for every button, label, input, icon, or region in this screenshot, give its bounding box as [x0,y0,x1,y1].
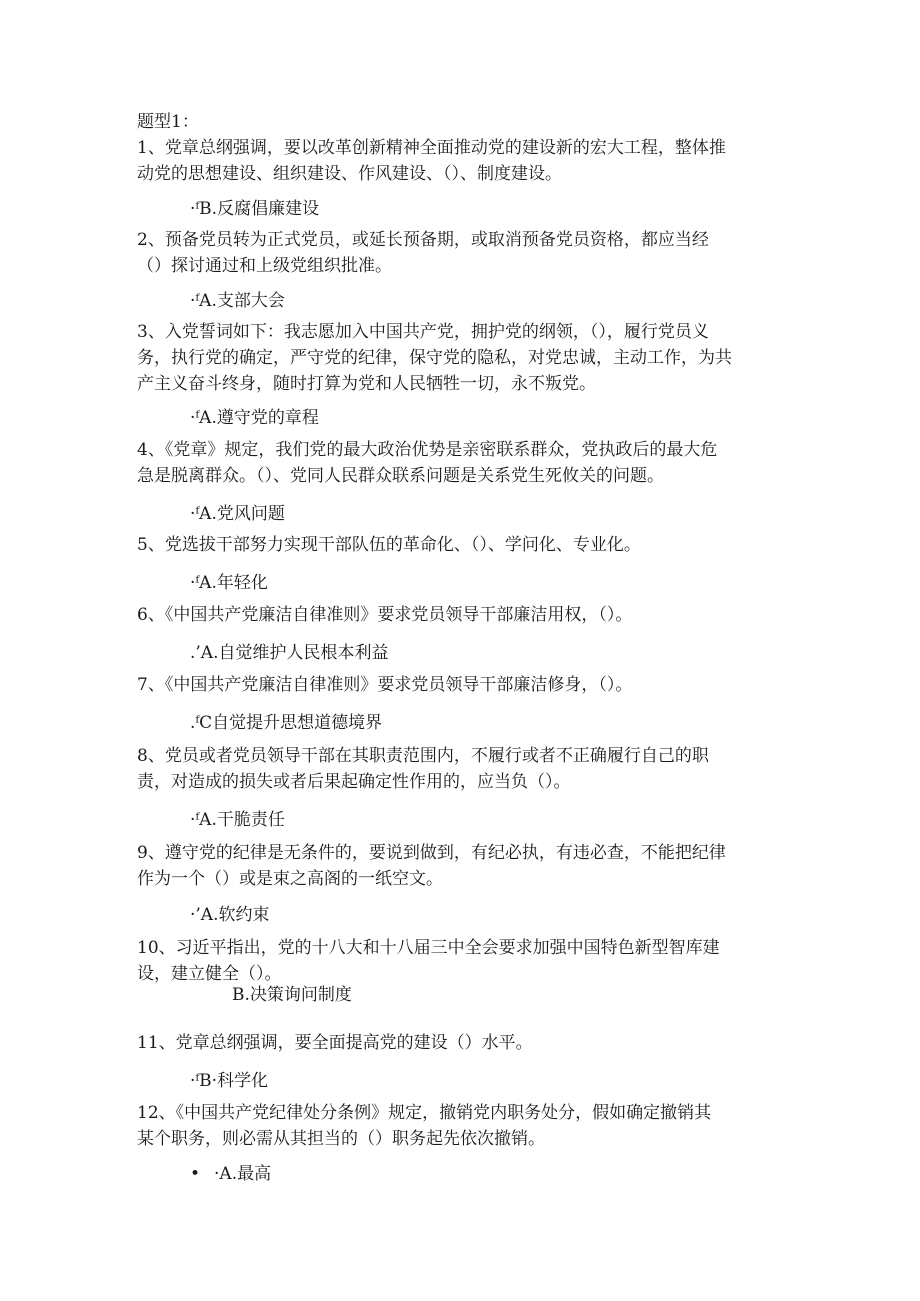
question-text: 10、习近平指出，党的十八大和十八届三中全会要求加强中国特色新型智库建 [137,938,720,958]
answer-8: ·ᶠA.干脆责任 [190,810,285,830]
question-text: 动党的思想建设、组织建设、作风建设、（）、制度建设。 [137,164,562,184]
question-text: 设，建立健全（）。 [137,964,282,984]
question-text: 6、《中国共产党廉洁自律准则》要求党员领导干部廉洁用权，（）。 [137,605,633,625]
question-7 [137,672,792,698]
question-9 [137,840,792,892]
question-5 [137,532,792,558]
question-text: 3、入党誓词如下：我志愿加入中国共产党，拥护党的纲领，（），履行党员义 [137,322,709,342]
question-text: 11、党章总纲强调，要全面提高党的建设（）水平。 [137,1033,533,1053]
question-text: 务，执行党的确定，严守党的纪律，保守党的隐私，对党忠诚，主动工作，为共 [137,348,732,368]
question-text: 责，对造成的损失或者后果起确定性作用的，应当负（）。 [137,772,571,792]
question-text: （）探讨通过和上级党组织批准。 [137,256,392,276]
answer-10: B.决策询问制度 [232,985,352,1005]
question-text: 5、党选拔干部努力实现干部队伍的革命化、（）、学问化、专业化。 [137,535,641,555]
answer-4: ·ᶠA.党风问题 [190,504,285,524]
question-text: 急是脱离群众。（）、党同人民群众联系问题是关系党生死攸关的问题。 [137,466,664,486]
bullet-icon: • [190,1164,201,1184]
question-text: 产主义奋斗终身，随时打算为党和人民牺牲一切，永不叛党。 [137,374,596,394]
answer-9: ·’A.软约束 [190,905,270,925]
question-text: 1、党章总纲强调，要以改革创新精神全面推动党的建设新的宏大工程，整体推 [137,138,726,158]
answer-12 [190,1162,271,1186]
question-2 [137,227,792,279]
question-1 [137,135,792,187]
question-8 [137,743,792,795]
question-4 [137,437,792,489]
answer-1: ·ᶠB.反腐倡廉建设 [190,199,320,219]
answer-7: .ᶠC自觉提升思想道德境界 [190,713,383,733]
question-3 [137,319,792,397]
answer-11: ·ᶠB·科学化 [190,1071,269,1091]
answer-5: ·ᶠA.年轻化 [190,573,268,593]
answer-6: .’A.自觉维护人民根本利益 [190,643,389,663]
question-10 [137,935,792,987]
question-11 [137,1030,792,1056]
question-text: 12、《中国共产党纪律处分条例》规定，撤销党内职务处分，假如确定撤销其 [137,1103,712,1123]
question-6 [137,602,792,628]
question-text: 4、《党章》规定，我们党的最大政治优势是亲密联系群众，党执政后的最大危 [137,440,718,460]
answer-text: ·A.最高 [214,1164,272,1184]
question-text: 7、《中国共产党廉洁自律准则》要求党员领导干部廉洁修身，（）。 [137,675,633,695]
answer-3: ·ᶠA.遵守党的章程 [190,408,319,428]
question-text: 9、遵守党的纪律是无条件的，要说到做到，有纪必执，有违必查，不能把纪律 [137,843,726,863]
answer-2: ·ᶠA.支部大会 [190,291,285,311]
question-text: 作为一个（）或是束之高阁的一纸空文。 [137,869,443,889]
question-12 [137,1100,792,1152]
section-heading: 题型1： [137,112,199,132]
question-text: 2、预备党员转为正式党员，或延长预备期，或取消预备党员资格，都应当经 [137,230,709,250]
question-text: 某个职务，则必需从其担当的（）职务起先依次撤销。 [137,1129,545,1149]
question-text: 8、党员或者党员领导干部在其职责范围内，不履行或者不正确履行自己的职 [137,746,709,766]
